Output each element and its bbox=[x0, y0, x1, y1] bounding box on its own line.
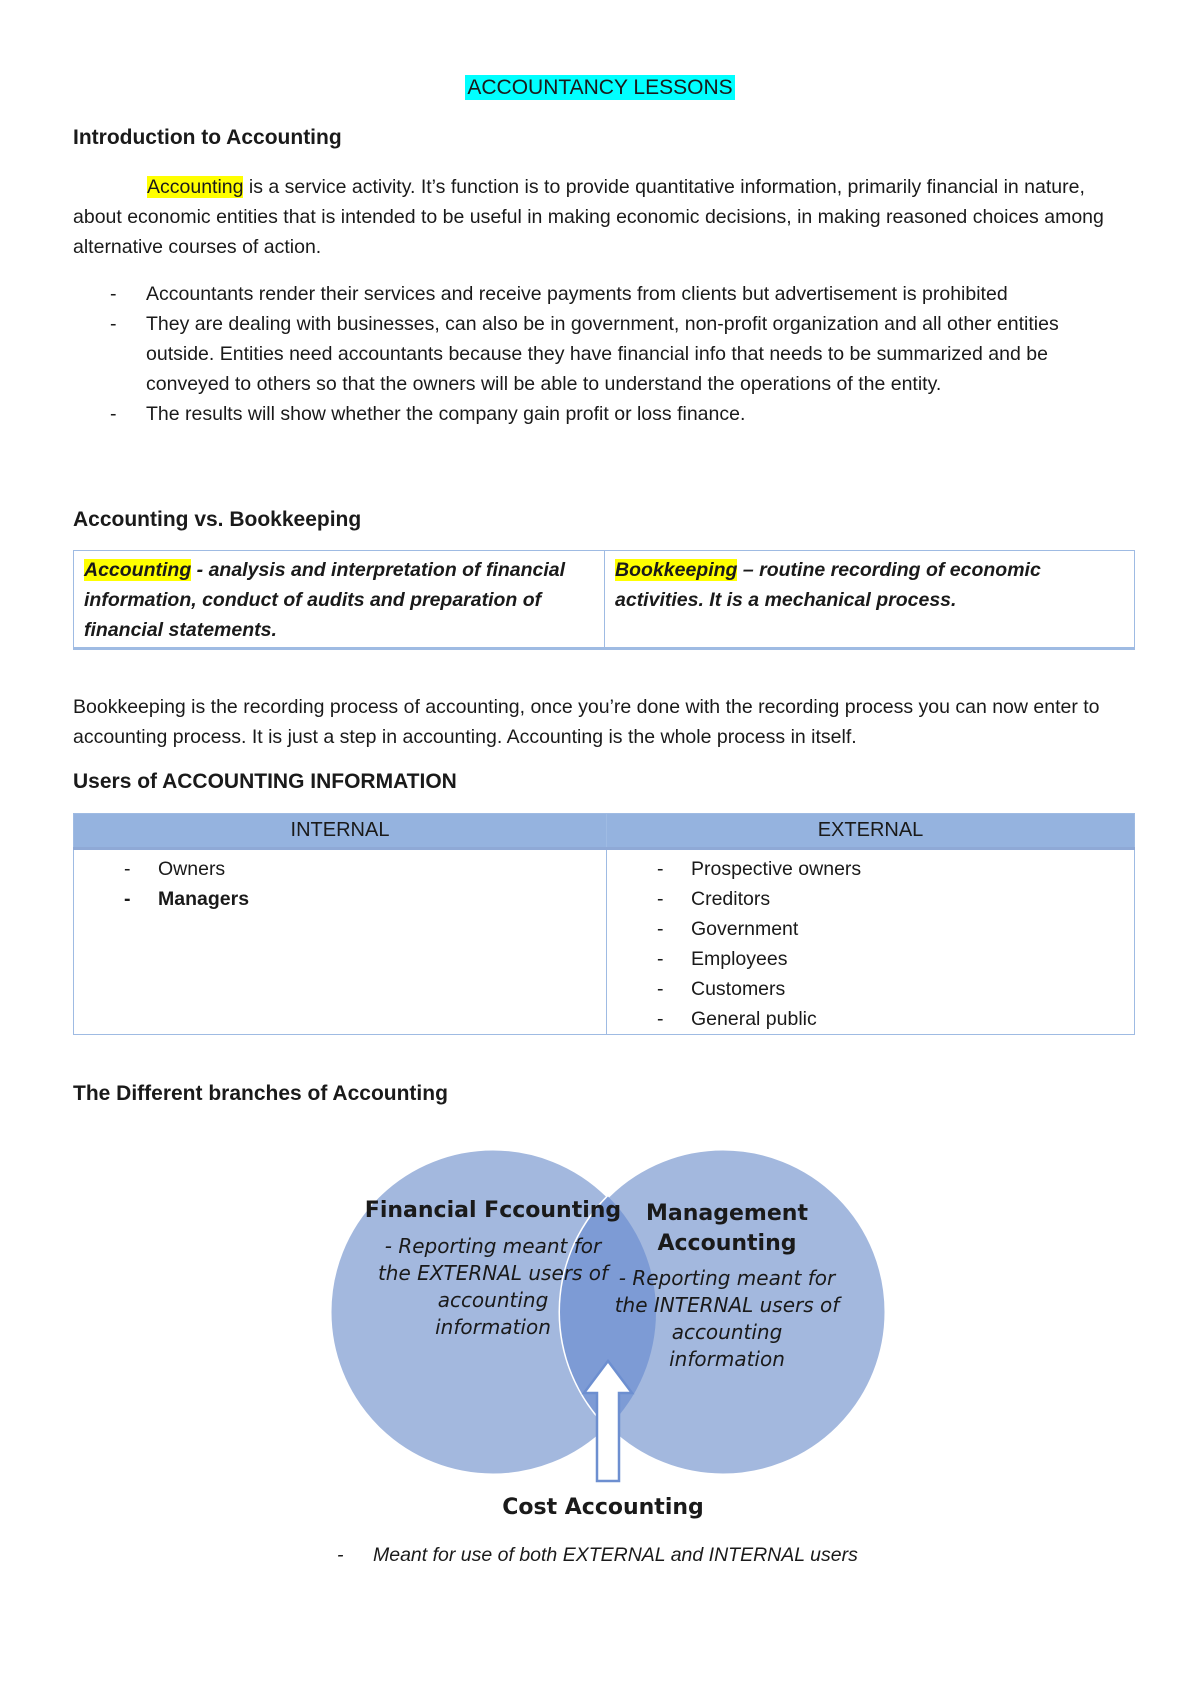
definition-table bbox=[73, 550, 1135, 650]
external-header: EXTERNAL bbox=[607, 814, 1135, 849]
accounting-term: Accounting bbox=[84, 559, 192, 581]
bookkeeping-paragraph: Bookkeeping is the recording process of accounting, once you’re done with the recording process you can now enter to accounting process. It is just a step in accounting. Accounting is the whole process in itself. bbox=[73, 696, 1100, 748]
list-item: - Accountants render their services and receive payments from clients but advertisement is prohibited bbox=[73, 279, 1103, 309]
bookkeeping-definition: – routine recording of economic activities. It is a mechanical process. bbox=[615, 559, 1041, 611]
list-item: - Creditors bbox=[607, 884, 1134, 914]
accounting-definition-cell bbox=[74, 551, 605, 649]
management-title-line: Accounting bbox=[657, 1231, 797, 1256]
list-item: - Managers bbox=[74, 884, 606, 914]
intro-term: Accounting bbox=[147, 176, 244, 198]
internal-users-list bbox=[74, 854, 606, 914]
branches-venn-diagram bbox=[0, 1110, 1200, 1590]
financial-desc-line: information bbox=[435, 1315, 551, 1339]
management-desc-line: the INTERNAL users of bbox=[614, 1293, 840, 1317]
intro-heading: Introduction to Accounting bbox=[73, 126, 342, 149]
internal-header: INTERNAL bbox=[74, 814, 607, 849]
internal-users-cell bbox=[74, 849, 607, 1035]
accounting-definition: - analysis and interpretation of financial information, conduct of audits and preparation of financial statements. bbox=[84, 559, 566, 641]
management-desc-line: - Reporting meant for bbox=[618, 1266, 836, 1290]
bookkeeping-definition-cell bbox=[605, 551, 1135, 649]
list-item: - Employees bbox=[607, 944, 1134, 974]
external-users-list bbox=[607, 854, 1134, 1034]
external-users-cell bbox=[607, 849, 1135, 1035]
vs-heading: Accounting vs. Bookkeeping bbox=[73, 508, 362, 531]
financial-desc-line: the EXTERNAL users of bbox=[377, 1261, 609, 1285]
list-item: - Government bbox=[607, 914, 1134, 944]
financial-accounting-title: Financial Fccounting bbox=[364, 1198, 622, 1223]
bookkeeping-term: Bookkeeping bbox=[615, 559, 738, 581]
branches-heading: The Different branches of Accounting bbox=[73, 1082, 448, 1105]
cost-accounting-note: - Meant for use of both EXTERNAL and INTERNAL users bbox=[300, 1540, 1000, 1570]
users-heading: Users of ACCOUNTING INFORMATION bbox=[73, 770, 457, 793]
financial-desc-line: - Reporting meant for bbox=[384, 1234, 602, 1258]
cost-accounting-title: Cost Accounting bbox=[502, 1495, 704, 1520]
list-item: - Owners bbox=[74, 854, 606, 884]
management-title-line: Management bbox=[646, 1201, 808, 1226]
list-item: - They are dealing with businesses, can also be in government, non-profit organization and all other entities outside. Entities need accountants because they have financial info that needs to be summarized and be conveyed to others so that the owners will be able to understand the operations of the entity. bbox=[73, 309, 1103, 399]
management-desc-line: information bbox=[669, 1347, 785, 1371]
users-table bbox=[73, 813, 1135, 1035]
management-desc-line: accounting bbox=[671, 1320, 783, 1344]
list-item: - The results will show whether the company gain profit or loss finance. bbox=[73, 399, 1103, 429]
financial-desc-line: accounting bbox=[437, 1288, 549, 1312]
document-title: ACCOUNTANCY LESSONS bbox=[467, 76, 733, 99]
intro-bullet-list bbox=[73, 279, 1103, 429]
list-item: - Customers bbox=[607, 974, 1134, 1004]
list-item: - Prospective owners bbox=[607, 854, 1134, 884]
list-item: - General public bbox=[607, 1004, 1134, 1034]
cost-accounting-note-list bbox=[300, 1540, 1000, 1570]
intro-paragraph bbox=[73, 172, 1133, 262]
intro-paragraph-text: is a service activity. It’s function is to provide quantitative information, primarily financial in nature, about economic entities that is intended to be useful in making economic decisions, in making reasoned choices among alternative courses of action. bbox=[73, 176, 1104, 258]
